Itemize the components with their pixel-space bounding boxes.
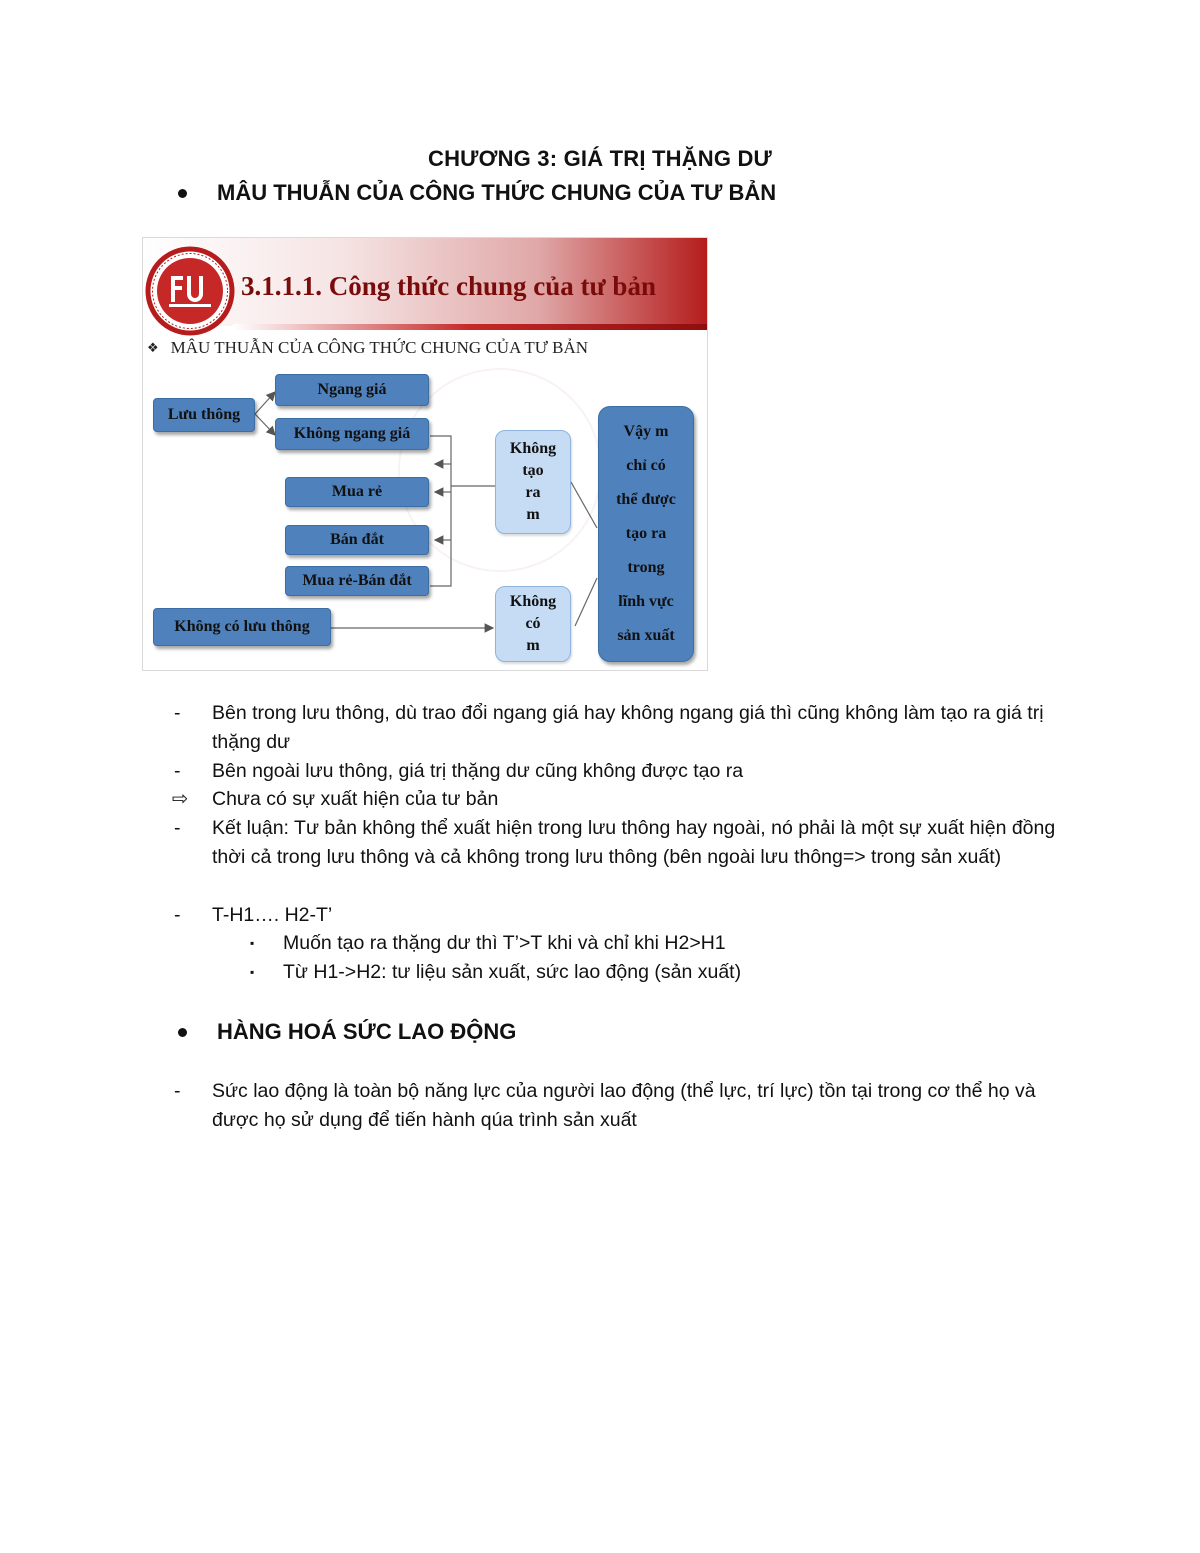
node-luu-thong: Lưu thông [153, 398, 255, 432]
node-mua-re: Mua rẻ [285, 477, 429, 507]
square-bullet-icon: ▪ [250, 965, 255, 979]
node-conclusion [598, 406, 694, 662]
node-line: Không [509, 593, 557, 610]
node-khong-tao-ra-m [495, 430, 571, 534]
node-line: trong [627, 559, 665, 576]
node-line: tạo [522, 462, 544, 479]
node-line: thể được [616, 491, 676, 508]
sub-list-item: Muốn tạo ra thặng dư thì T’>T khi và chỉ khi H2>H1 [283, 932, 726, 954]
node-khong-ngang-gia: Không ngang giá [275, 418, 429, 450]
node-line: sản xuất [617, 627, 675, 644]
sub-list-item: Từ H1->H2: tư liệu sản xuất, sức lao động (sản xuất) [283, 961, 742, 983]
node-line: chỉ có [626, 457, 666, 474]
slide-title: 3.1.1.1. Công thức chung của tư bản [241, 271, 656, 301]
list-item: Chưa có sự xuất hiện của tư bản [212, 788, 499, 810]
dash-marker: - [174, 702, 181, 724]
dash-marker: - [174, 904, 181, 926]
list-item: Bên ngoài lưu thông, giá trị thặng dư cũng không được tạo ra [212, 760, 744, 782]
node-line: m [526, 637, 540, 654]
section-heading-2-text: HÀNG HOÁ SỨC LAO ĐỘNG [217, 1019, 517, 1044]
slide-figure [142, 237, 708, 671]
list-item: T-H1…. H2-T’ [212, 904, 333, 926]
section-heading-1-text: MÂU THUẪN CỦA CÔNG THỨC CHUNG CỦA TƯ BẢN [217, 180, 777, 205]
bullet-icon [178, 189, 187, 198]
node-khong-co-m [495, 586, 571, 662]
list-item: Kết luận: Tư bản không thể xuất hiện trong lưu thông hay ngoài, nó phải là một sự xuất hiện đồng thời cả trong lưu thông và cả không trong lưu thông (bên ngoài lưu thông=> trong sản xuất) [212, 817, 1056, 868]
node-khong-co-luu-thong: Không có lưu thông [153, 608, 331, 646]
node-line: Không [509, 440, 557, 457]
node-ngang-gia: Ngang giá [275, 374, 429, 406]
dash-marker: - [174, 1080, 181, 1102]
node-line: lĩnh vực [618, 593, 674, 610]
list-item: Bên trong lưu thông, dù trao đổi ngang giá hay không ngang giá thì cũng không làm tạo ra giá trị thặng dư [212, 702, 1044, 753]
node-line: Vậy m [623, 423, 669, 440]
section-heading-2 [172, 1019, 516, 1045]
diamond-bullet-icon: ❖ [147, 340, 159, 355]
bullet-icon [178, 1028, 187, 1037]
dash-marker: - [174, 817, 181, 839]
section-heading-1 [172, 180, 776, 206]
node-ban-dat: Bán đắt [285, 525, 429, 555]
dash-marker: - [174, 760, 181, 782]
node-line: m [526, 506, 540, 523]
node-mua-re-ban-dat: Mua rẻ-Bán đắt [285, 566, 429, 596]
node-line: tạo ra [625, 525, 667, 542]
arrow-marker-icon: ⇨ [172, 788, 189, 810]
page-title: CHƯƠNG 3: GIÁ TRỊ THẶNG DƯ [427, 146, 773, 171]
list-item: Sức lao động là toàn bộ năng lực của người lao động (thể lực, trí lực) tồn tại trong cơ thể họ và được họ sử dụng để tiến hành qúa trình sản xuất [212, 1080, 1036, 1131]
node-line: có [525, 615, 541, 632]
node-line: ra [525, 484, 541, 501]
square-bullet-icon: ▪ [250, 936, 255, 950]
slide-subtitle-text: MÂU THUẪN CỦA CÔNG THỨC CHUNG CỦA TƯ BẢN [170, 338, 589, 357]
